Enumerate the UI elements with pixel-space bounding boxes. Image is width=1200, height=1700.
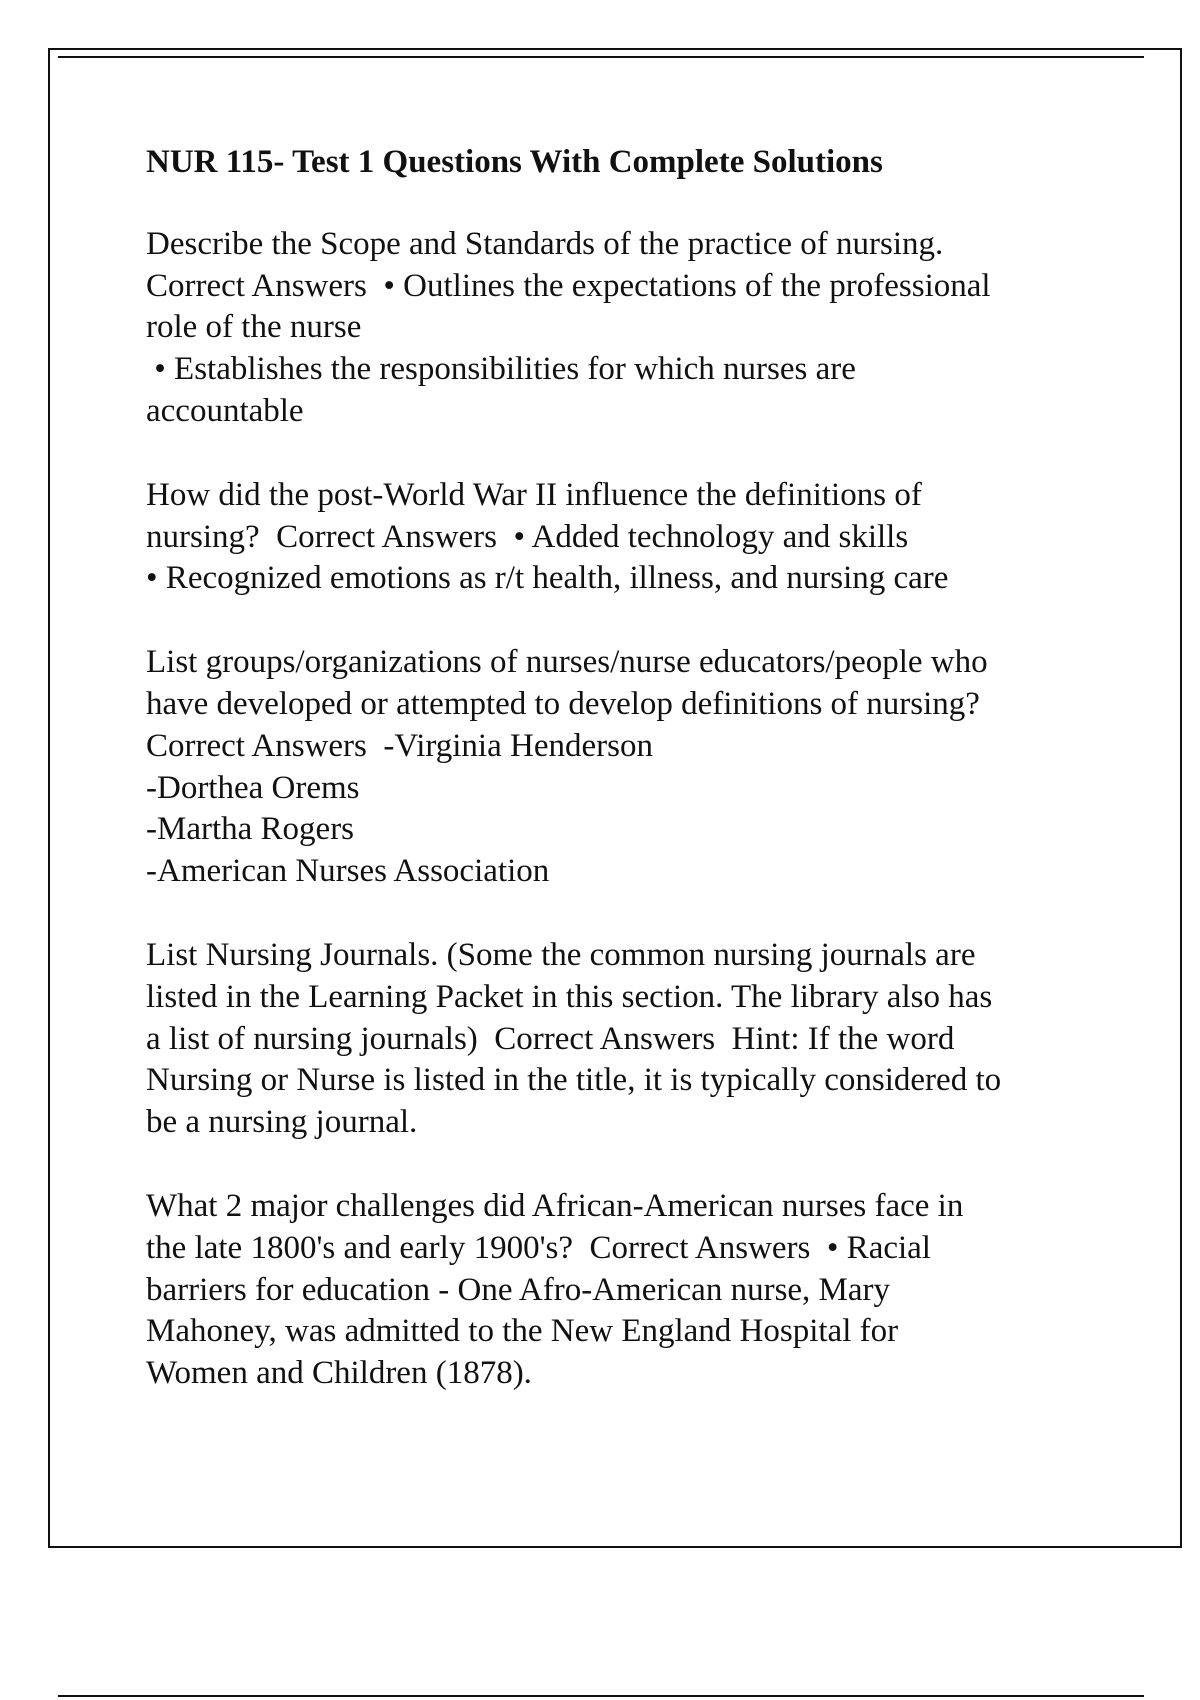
qa-line: have developed or attempted to develop definitions of nursing? (146, 685, 980, 722)
qa-line: accountable (146, 392, 304, 429)
qa-line: Mahoney, was admitted to the New England Hospital for (146, 1313, 899, 1350)
qa-line: be a nursing journal. (146, 1104, 418, 1141)
qa-block-3 (146, 642, 1106, 893)
qa-line: a list of nursing journals) Correct Answers Hint: If the word (146, 1020, 955, 1057)
qa-block-4 (146, 935, 1106, 1144)
qa-line: Correct Answers • Outlines the expectations of the professional (146, 267, 991, 304)
qa-line: Nursing or Nurse is listed in the title, it is typically considered to (146, 1062, 1002, 1099)
qa-line: • Recognized emotions as r/t health, illness, and nursing care (146, 560, 949, 597)
qa-line: -Dorthea Orems (146, 769, 360, 806)
qa-line: listed in the Learning Packet in this section. The library also has (146, 978, 993, 1015)
bottom-divider (58, 1695, 1144, 1697)
qa-line: the late 1800's and early 1900's? Correct Answers • Racial (146, 1229, 931, 1266)
qa-line: List groups/organizations of nurses/nurse educators/people who (146, 644, 988, 681)
document-title: NUR 115- Test 1 Questions With Complete Solutions (146, 144, 883, 180)
qa-line: role of the nurse (146, 309, 362, 346)
qa-line: Correct Answers -Virginia Henderson (146, 727, 653, 764)
qa-line: nursing? Correct Answers • Added technology and skills (146, 518, 909, 555)
qa-block-2 (146, 475, 1106, 600)
qa-line: barriers for education - One Afro-American nurse, Mary (146, 1271, 891, 1308)
qa-line: • Establishes the responsibilities for which nurses are (146, 351, 856, 388)
qa-line: -Martha Rogers (146, 811, 355, 848)
qa-line: What 2 major challenges did African-American nurses face in (146, 1187, 964, 1224)
qa-line: How did the post-World War II influence the definitions of (146, 476, 922, 513)
qa-block-1 (146, 224, 1106, 433)
qa-line: List Nursing Journals. (Some the common nursing journals are (146, 936, 976, 973)
qa-line: Women and Children (1878). (146, 1355, 532, 1392)
document-body (146, 142, 1106, 1437)
top-divider (58, 56, 1144, 58)
qa-line: Describe the Scope and Standards of the practice of nursing. (146, 225, 944, 262)
qa-block-5 (146, 1186, 1106, 1395)
qa-line: -American Nurses Association (146, 853, 550, 890)
